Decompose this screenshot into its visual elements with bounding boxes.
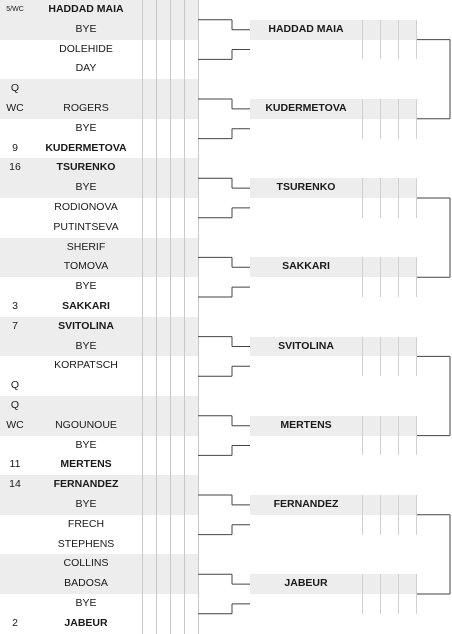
player-name: SVITOLINA [278, 339, 334, 352]
seed-label: 3 [12, 300, 18, 312]
player-name: KORPATSCH [54, 359, 118, 372]
player-name: HADDAD MAIA [48, 3, 124, 15]
player-name: RODIONOVA [54, 201, 118, 213]
player-name: BYE [75, 498, 97, 510]
player-name: BYE [75, 339, 97, 352]
player-name: HADDAD MAIA [268, 22, 344, 35]
player-name: BYE [75, 597, 97, 609]
player-name: JABEUR [284, 577, 328, 590]
player-name: SHERIF [66, 240, 106, 253]
player-name: NGOUNOUE [55, 418, 117, 431]
player-name: DAY [75, 62, 97, 75]
player-name: MERTENS [280, 418, 332, 431]
player-name: STEPHENS [57, 537, 115, 550]
player-name: FRECH [67, 517, 105, 530]
player-name: BADOSA [64, 577, 108, 590]
player-name: TOMOVA [63, 260, 109, 273]
player-name: MERTENS [60, 458, 112, 471]
player-name: FERNANDEZ [273, 498, 339, 510]
player-name: TSURENKO [276, 181, 336, 194]
player-name: BYE [75, 22, 97, 35]
player-name: PUTINTSEVA [53, 220, 119, 233]
player-name: SVITOLINA [58, 319, 114, 332]
player-name: SAKKARI [62, 300, 110, 312]
seed-label: WC [6, 102, 24, 114]
player-name: KUDERMETOVA [45, 141, 127, 154]
player-name: BYE [75, 280, 97, 293]
player-name: FERNANDEZ [53, 478, 119, 491]
player-name: COLLINS [63, 557, 109, 570]
player-name: SAKKARI [282, 260, 330, 273]
seed-label: WC [6, 418, 24, 431]
seed-label: Q [10, 82, 20, 95]
player-name: DOLEHIDE [59, 42, 113, 55]
player-name: BYE [75, 121, 97, 134]
seed-label: 5/WC [6, 6, 24, 13]
seed-label: Q [10, 379, 20, 392]
seed-label: 7 [12, 319, 18, 332]
seed-label: 14 [9, 478, 21, 491]
seed-label: 11 [9, 458, 21, 471]
player-name: ROGERS [63, 102, 109, 114]
seed-label: Q [10, 399, 20, 411]
seed-label: 2 [12, 616, 18, 629]
seed-label: 9 [12, 141, 18, 154]
player-name: BYE [75, 181, 97, 194]
seed-label: 16 [9, 161, 21, 174]
player-name: KUDERMETOVA [265, 102, 347, 114]
player-name: JABEUR [64, 616, 108, 629]
player-name: TSURENKO [56, 161, 116, 174]
player-name: BYE [75, 438, 97, 451]
